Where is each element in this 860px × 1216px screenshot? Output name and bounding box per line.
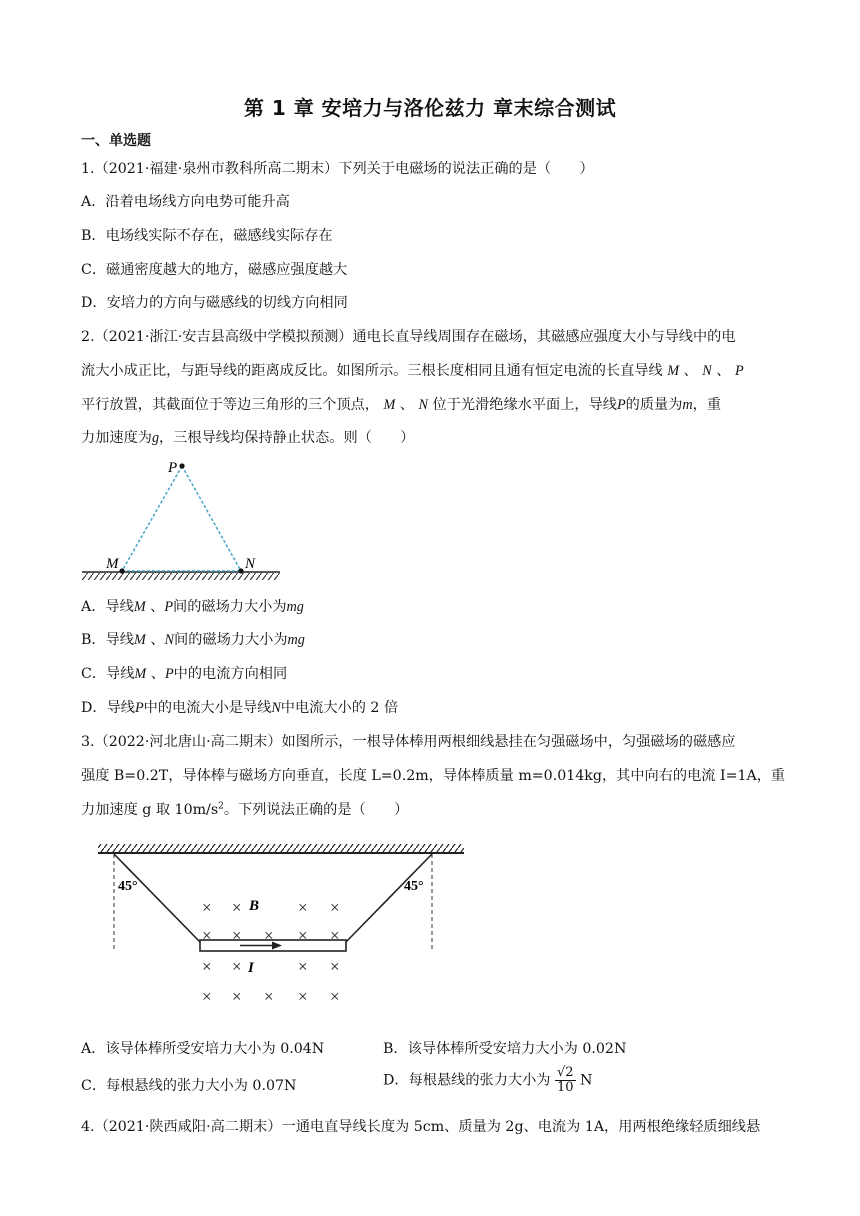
triangle-side-pn (182, 466, 241, 571)
triangle-side-pm (122, 466, 182, 571)
wire-n-dot (238, 568, 243, 573)
label-m: M (106, 556, 119, 572)
q2-triangle-figure (80, 455, 285, 585)
q1-stem: 1.（2021·福建·泉州市教科所高二期末）下列关于电磁场的说法正确的是（ ） (81, 161, 594, 177)
wire-m-dot (119, 568, 124, 573)
svg-text:×: × (202, 898, 212, 917)
q3-option-c: C．每根悬线的张力大小为 0.07N (81, 1078, 297, 1094)
current-label-i: I (248, 960, 254, 976)
label-n: N (245, 556, 256, 572)
q3-option-b: B．该导体棒所受安培力大小为 0.02N (383, 1041, 627, 1057)
svg-text:×: × (330, 987, 340, 1006)
label-p: P (168, 460, 178, 476)
svg-text:×: × (264, 926, 274, 945)
svg-text:×: × (232, 926, 242, 945)
q2-option-a: A．导线M 、P间的磁场力大小为mg (81, 599, 304, 615)
q3-option-a: A．该导体棒所受安培力大小为 0.04N (81, 1041, 325, 1057)
q1-option-c: C．磁通密度越大的地方，磁感应强度越大 (81, 262, 348, 278)
svg-text:×: × (298, 987, 308, 1006)
ground-hatch (82, 573, 280, 580)
q1-option-a: A．沿着电场线方向电势可能升高 (81, 194, 290, 210)
field-label-b: B (249, 898, 260, 914)
q2-stem-line1: 2.（2021·浙江·安吉县高级中学模拟预测）通电长直导线周围存在磁场，其磁感应强度大小与导线中的电 (81, 329, 736, 345)
q3-stem-line1: 3.（2022·河北唐山·高二期末）如图所示，一根导体棒用两根细线悬挂在匀强磁场中，匀强磁场的磁感应 (81, 734, 736, 750)
q3-option-d: D．每根悬线的张力大小为 $\frac{√2}{10}$ N (383, 1065, 593, 1095)
page-title: 第 1 章 安培力与洛伦兹力 章末综合测试 (243, 96, 617, 120)
svg-text:×: × (298, 957, 308, 976)
angle-right-label: 45° (404, 879, 424, 894)
q3-stem-line2: 强度 B=0.2T，导体棒与磁场方向垂直，长度 L=0.2m，导体棒质量 m=0.014kg，其中向右的电流 I=1A，重 (81, 768, 786, 784)
q3-stem-line3: 力加速度 g 取 $10m/s^2$。下列说法正确的是（ ） (81, 801, 409, 818)
svg-text:×: × (232, 898, 242, 917)
svg-text:×: × (330, 926, 340, 945)
wire-p-dot (179, 463, 184, 468)
q2-option-c: C．导线M 、P中的电流方向相同 (81, 666, 288, 682)
svg-text:×: × (202, 926, 212, 945)
sqrt2-over-10-fraction: $\frac{√2}{10}$ (556, 1065, 574, 1095)
angle-left-label: 45° (118, 879, 138, 894)
svg-text:×: × (298, 926, 308, 945)
q4-stem-line1: 4.（2021·陕西咸阳·高二期末）一通电直导线长度为 5cm、质量为 2g、电流为 1A，用两根绝缘轻质细线悬 (81, 1119, 761, 1135)
q1-option-d: D．安培力的方向与磁感线的切线方向相同 (81, 295, 348, 311)
svg-text:×: × (232, 957, 242, 976)
q2-stem-line4: 力加速度为g，三根导线均保持静止状态。则（ ） (81, 430, 415, 446)
svg-text:×: × (264, 987, 274, 1006)
q2-option-b: B．导线M 、N间的磁场力大小为mg (81, 632, 305, 648)
q2-stem-line2: 流大小成正比，与距导线的距离成反比。如图所示。三根长度相同且通有恒定电流的长直导线 M 、 N 、 P (81, 363, 744, 379)
q3-suspension-figure (92, 840, 472, 1010)
svg-text:×: × (202, 987, 212, 1006)
ceiling-hatch (98, 844, 464, 853)
svg-text:×: × (298, 898, 308, 917)
svg-text:×: × (330, 898, 340, 917)
svg-text:×: × (330, 957, 340, 976)
q2-option-d: D．导线P中的电流大小是导线N中电流大小的 2 倍 (81, 700, 399, 716)
left-thread (114, 854, 200, 942)
q2-stem-line3: 平行放置，其截面位于等边三角形的三个顶点， M 、 N 位于光滑绝缘水平面上，导线P的质量为m，重 (81, 397, 722, 413)
svg-text:×: × (232, 987, 242, 1006)
right-thread (346, 854, 432, 942)
svg-text:×: × (202, 957, 212, 976)
section-heading: 一、单选题 (81, 133, 151, 149)
q1-option-b: B．电场线实际不存在，磁感线实际存在 (81, 228, 333, 244)
magnetic-field-crosses (202, 898, 340, 1006)
